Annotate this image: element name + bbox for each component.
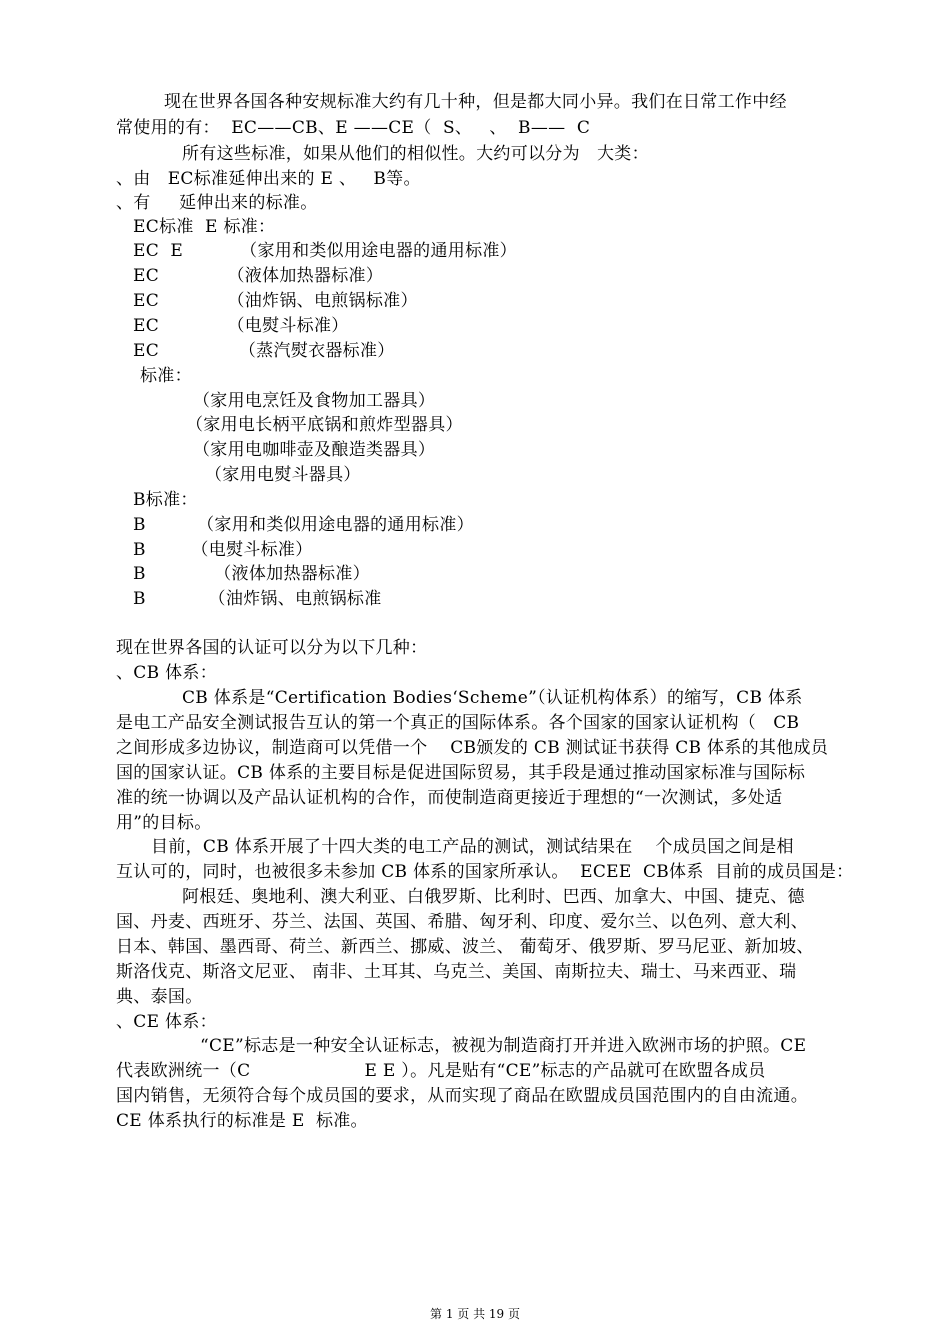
paragraph-line: CE 体系执行的标准是 E 标准。 (116, 1111, 368, 1131)
section-label: EC标准 E 标准： (133, 217, 276, 237)
paragraph-line: 现在世界各国各种安规标准大约有几十种，但是都大同小异。我们在日常工作中经 (164, 92, 787, 112)
section-label: B标准： (133, 490, 198, 510)
standard-item: （家用电咖啡壶及酿造类器具） (193, 440, 436, 460)
paragraph-line: 日本、韩国、墨西哥、荷兰、新西兰、挪威、波兰、 葡萄牙、俄罗斯、罗马尼亚、新加坡、 (116, 937, 814, 957)
standard-item: B （油炸锅、电煎锅标准 (133, 589, 382, 609)
paragraph-line: 互认可的，同时，也被很多未参加 CB 体系的国家所承认。 ECEE CB体系 目前的成员国是： (116, 862, 854, 882)
paragraph-line: 是电工产品安全测试报告互认的第一个真正的国际体系。各个国家的国家认证机构（ CB (116, 713, 800, 733)
standard-item: （家用电熨斗器具） (205, 465, 361, 485)
page-number-footer: 第 1 页 共 19 页 (430, 1307, 520, 1321)
paragraph-line: 国、丹麦、西班牙、芬兰、法国、英国、希腊、匈牙利、印度、爱尔兰、以色列、意大利、 (116, 912, 808, 932)
subheading: 、CB 体系： (116, 663, 218, 683)
standard-item: （家用电烹饪及食物加工器具） (193, 391, 436, 411)
paragraph-line: 之间形成多边协议，制造商可以凭借一个 CB颁发的 CB 测试证书获得 CB 体系的其他成员 (116, 738, 829, 758)
section-label: 标准： (140, 366, 192, 386)
paragraph-line: 常使用的有： EC——CB、E ——CE（ S、 、 B—— C (116, 118, 591, 138)
paragraph-line: 代表欧洲统一（C E E ）。凡是贴有“CE”标志的产品就可在欧盟各成员 (116, 1061, 766, 1081)
paragraph-line: 国内销售，无须符合每个成员国的要求，从而实现了商品在欧盟成员国范围内的自由流通。 (116, 1086, 808, 1106)
standard-item: EC （电熨斗标准） (133, 316, 349, 336)
list-item: 、由 EC标准延伸出来的 E 、 B等。 (116, 169, 421, 189)
subheading: 、CE 体系： (116, 1012, 217, 1032)
standard-item: B （电熨斗标准） (133, 540, 313, 560)
paragraph-line: 典、泰国。 (116, 987, 203, 1007)
list-item: 、有 延伸出来的标准。 (116, 193, 318, 213)
paragraph-line: 斯洛伐克、斯洛文尼亚、 南非、土耳其、乌克兰、美国、南斯拉夫、瑞士、马来西亚、瑞 (116, 962, 797, 982)
paragraph-line: CB 体系是“Certification Bodies‘Scheme”（认证机构体系）的缩写，CB 体系 (182, 688, 803, 708)
paragraph-line: 国的国家认证。CB 体系的主要目标是促进国际贸易，其手段是通过推动国家标准与国际标 (116, 763, 806, 783)
heading: 现在世界各国的认证可以分为以下几种： (116, 638, 428, 658)
paragraph-line: 所有这些标准，如果从他们的相似性。大约可以分为 大类： (182, 144, 649, 164)
paragraph-line: 目前，CB 体系开展了十四大类的电工产品的测试，测试结果在 个成员国之间是相 (151, 837, 794, 857)
standard-item: B （液体加热器标准） (133, 564, 370, 584)
standard-item: EC （油炸锅、电煎锅标准） (133, 291, 418, 311)
standard-item: EC （蒸汽熨衣器标准） (133, 341, 395, 361)
standard-item: EC E （家用和类似用途电器的通用标准） (133, 241, 517, 261)
standard-item: B （家用和类似用途电器的通用标准） (133, 515, 474, 535)
paragraph-line: 阿根廷、奥地利、澳大利亚、白俄罗斯、比利时、巴西、加拿大、中国、捷克、德 (182, 887, 805, 907)
paragraph-line: “CE”标志是一种安全认证标志，被视为制造商打开并进入欧洲市场的护照。CE (200, 1036, 807, 1056)
paragraph-line: 准的统一协调以及产品认证机构的合作，而使制造商更接近于理想的“一次测试，多处适 (116, 788, 783, 808)
standard-item: （家用电长柄平底锅和煎炸型器具） (186, 415, 463, 435)
standard-item: EC （液体加热器标准） (133, 266, 384, 286)
paragraph-line: 用”的目标。 (116, 813, 212, 833)
